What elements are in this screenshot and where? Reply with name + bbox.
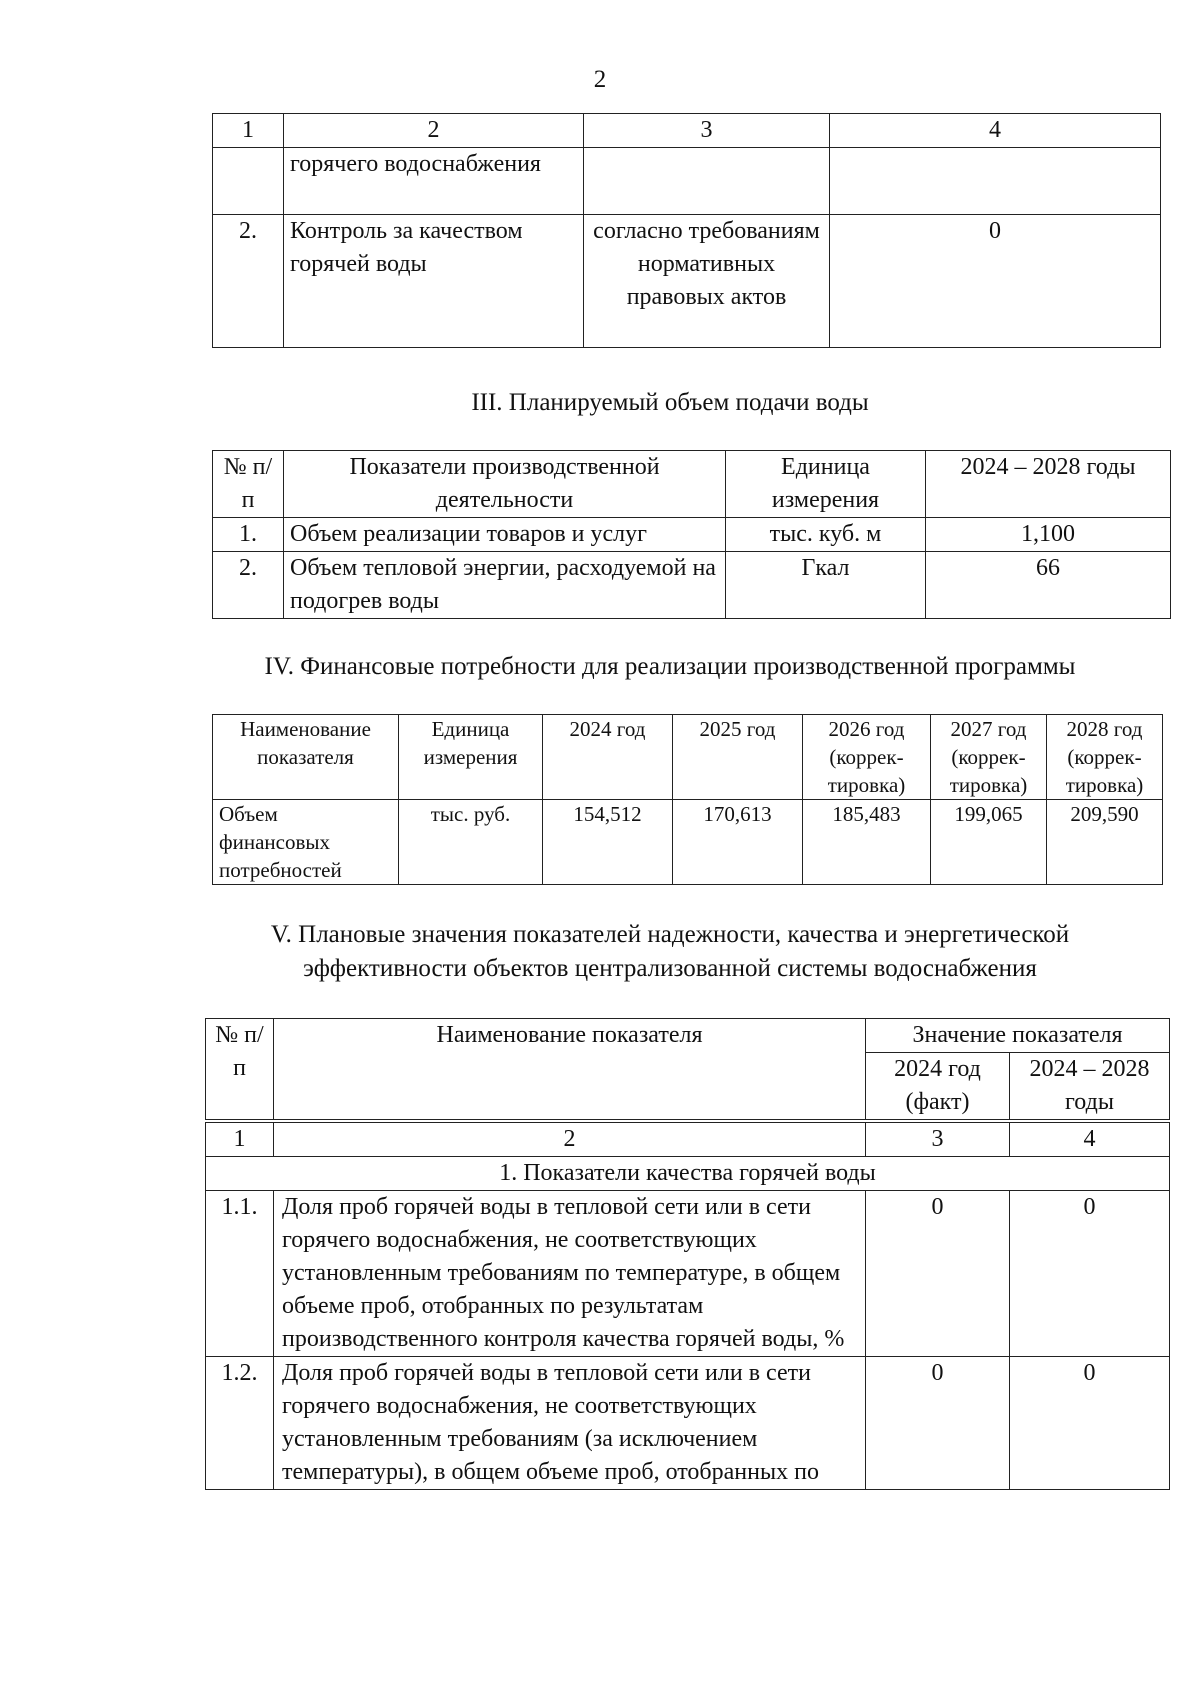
header-cell: 2028 год (коррек-тировка): [1047, 715, 1163, 800]
table-header-row: [206, 1019, 1170, 1053]
column-number: 1: [206, 1121, 274, 1157]
table-header-row: [213, 451, 1171, 518]
row-number: 1.2.: [206, 1357, 274, 1490]
row-name: горячего водоснабжения: [284, 148, 584, 215]
header-value-group: Значение показателя: [866, 1019, 1170, 1053]
header-cell: 4: [830, 114, 1161, 148]
section-3-title: III. Планируемый объем подачи воды: [471, 389, 869, 416]
table-row: [206, 1191, 1170, 1357]
row-number: [213, 148, 284, 215]
table-header-row: [213, 114, 1161, 148]
header-plan: 2024 – 2028 годы: [1010, 1053, 1170, 1122]
section-4-title: IV. Финансовые потребности для реализации производственной программы: [264, 653, 1076, 680]
table-row: [213, 215, 1161, 348]
row-value: [830, 148, 1161, 215]
table-row: [213, 800, 1163, 885]
page-number: 2: [593, 66, 607, 93]
table-header-row: [213, 715, 1163, 800]
header-cell: Наименование показателя: [213, 715, 399, 800]
row-name: Объем реализации товаров и услуг: [284, 518, 726, 552]
row-plan: 0: [1010, 1191, 1170, 1357]
header-cell: 2024 – 2028 годы: [926, 451, 1171, 518]
row-value: 154,512: [543, 800, 673, 885]
row-value: 185,483: [803, 800, 931, 885]
row-name: Доля проб горячей воды в тепловой сети или в сети горячего водоснабжения, не соответствующих установленным требованиям (за исключением температуры), в общем объеме проб, отобранных по: [274, 1357, 866, 1490]
row-requirement: согласно требованиям нормативных правовых актов: [584, 215, 830, 348]
column-number: 3: [866, 1121, 1010, 1157]
row-value: 209,590: [1047, 800, 1163, 885]
row-requirement: [584, 148, 830, 215]
row-number: 2.: [213, 552, 284, 619]
header-cell: Единица измерения: [399, 715, 543, 800]
row-value: 1,100: [926, 518, 1171, 552]
header-cell: 2026 год (коррек-тировка): [803, 715, 931, 800]
row-number: 1.1.: [206, 1191, 274, 1357]
row-unit: Гкал: [726, 552, 926, 619]
row-fact: 0: [866, 1357, 1010, 1490]
continuation-table: [212, 113, 1161, 348]
header-cell: 2027 год (коррек-тировка): [931, 715, 1047, 800]
header-number: № п/п: [206, 1019, 274, 1122]
row-fact: 0: [866, 1191, 1010, 1357]
group-row: [206, 1157, 1170, 1191]
section-5-title-line-2: эффективности объектов централизованной системы водоснабжения: [303, 955, 1037, 982]
financial-needs-table: [212, 714, 1163, 885]
header-cell: 2: [284, 114, 584, 148]
row-unit: тыс. куб. м: [726, 518, 926, 552]
row-value: 199,065: [931, 800, 1047, 885]
row-unit: тыс. руб.: [399, 800, 543, 885]
column-number-row: [206, 1121, 1170, 1157]
header-cell: 2025 год: [673, 715, 803, 800]
table-row: [206, 1357, 1170, 1490]
header-name: Наименование показателя: [274, 1019, 866, 1122]
header-cell: 3: [584, 114, 830, 148]
header-cell: 1: [213, 114, 284, 148]
row-name: Контроль за качеством горячей воды: [284, 215, 584, 348]
header-cell: Показатели производственной деятельности: [284, 451, 726, 518]
header-cell: 2024 год: [543, 715, 673, 800]
row-value: 170,613: [673, 800, 803, 885]
group-title: 1. Показатели качества горячей воды: [206, 1157, 1170, 1191]
header-fact: 2024 год (факт): [866, 1053, 1010, 1122]
table-row: [213, 148, 1161, 215]
column-number: 4: [1010, 1121, 1170, 1157]
row-number: 1.: [213, 518, 284, 552]
row-name: Объем финансовых потребностей: [213, 800, 399, 885]
indicators-table: [205, 1018, 1170, 1490]
row-name: Доля проб горячей воды в тепловой сети или в сети горячего водоснабжения, не соответствующих установленным требованиям по температуре, в общем объеме проб, отобранных по результатам производственного контроля качества горячей воды, %: [274, 1191, 866, 1357]
row-value: 66: [926, 552, 1171, 619]
row-number: 2.: [213, 215, 284, 348]
section-5-title-line-1: V. Плановые значения показателей надежности, качества и энергетической: [270, 921, 1070, 948]
header-cell: № п/п: [213, 451, 284, 518]
row-value: 0: [830, 215, 1161, 348]
table-row: [213, 518, 1171, 552]
table-row: [213, 552, 1171, 619]
water-supply-table: [212, 450, 1171, 619]
column-number: 2: [274, 1121, 866, 1157]
header-cell: Единица измерения: [726, 451, 926, 518]
section-5-title: [180, 918, 1160, 986]
row-name: Объем тепловой энергии, расходуемой на подогрев воды: [284, 552, 726, 619]
row-plan: 0: [1010, 1357, 1170, 1490]
